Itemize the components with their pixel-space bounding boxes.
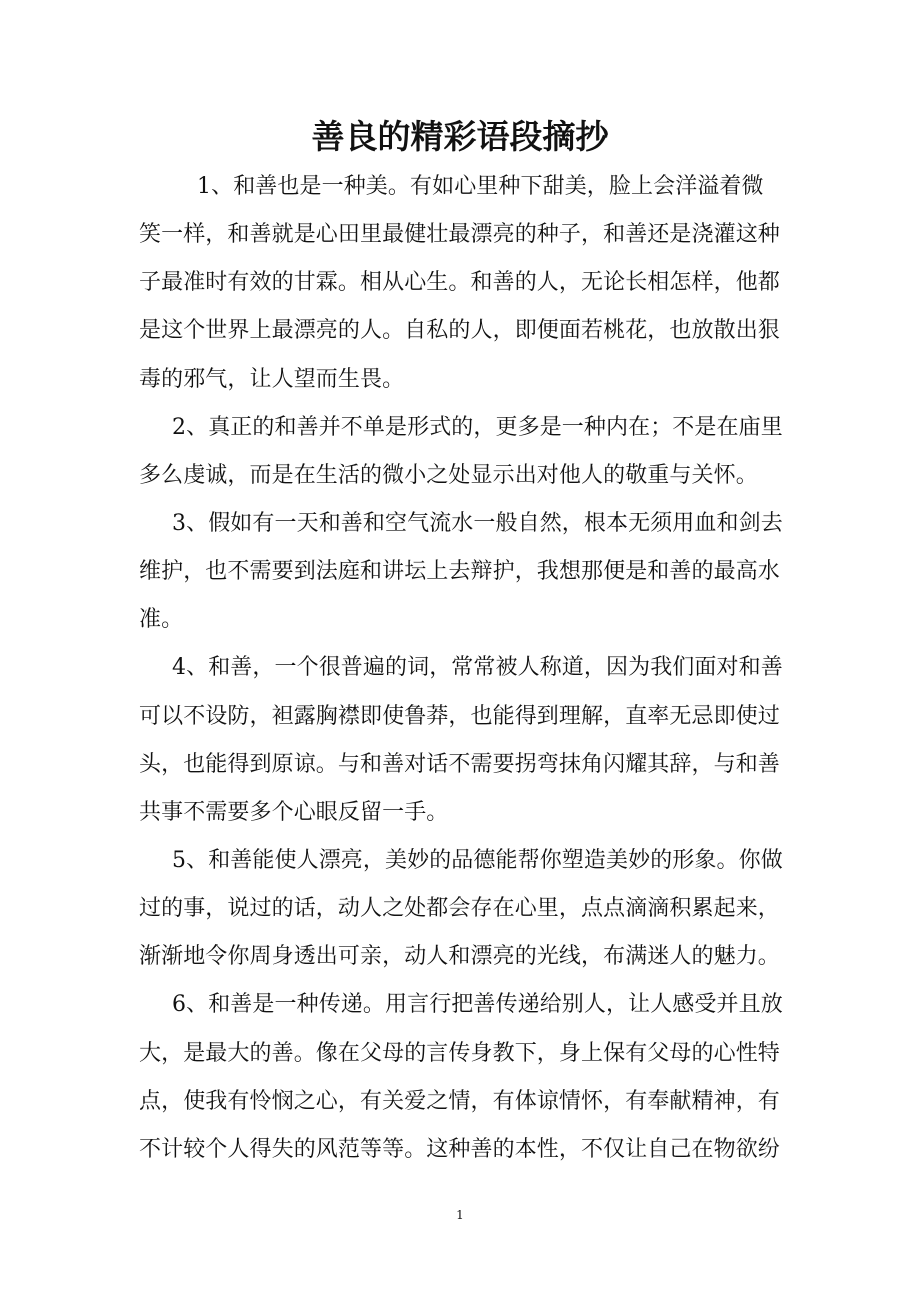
text-line: 5、和善能使人漂亮，美妙的品德能帮你塑造美妙的形象。你做 (172, 847, 783, 873)
text-line: 多么虔诚，而是在生活的微小之处显示出对他人的敬重与关怀。 (139, 462, 758, 488)
text-line: 点，使我有怜悯之心，有关爱之情，有体谅情怀，有奉献精神，有 (139, 1088, 780, 1114)
paragraph-5 (139, 837, 789, 981)
text-line: 3、假如有一天和善和空气流水一般自然，根本无须用血和剑去 (172, 510, 783, 536)
text-line: 2、真正的和善并不单是形式的，更多是一种内在；不是在庙里 (172, 414, 783, 440)
document-body (139, 163, 789, 1174)
text-line: 大，是最大的善。像在父母的言传身教下，身上保有父母的心性特 (139, 1040, 780, 1066)
text-line: 是这个世界上最漂亮的人。自私的人，即便面若桃花，也放散出狠 (139, 318, 780, 344)
text-line: 笑一样，和善就是心田里最健壮最漂亮的种子，和善还是浇灌这种 (139, 222, 780, 248)
text-line: 1、和善也是一种美。有如心里种下甜美，脸上会洋溢着微 (197, 174, 764, 199)
text-line: 毒的邪气，让人望而生畏。 (139, 366, 405, 392)
paragraph-1 (139, 163, 789, 404)
text-line: 可以不设防，袒露胸襟即使鲁莽，也能得到理解，直率无忌即使过 (139, 703, 780, 729)
text-line: 头，也能得到原谅。与和善对话不需要拐弯抹角闪耀其辞，与和善 (139, 751, 780, 777)
paragraph-3 (139, 500, 789, 644)
text-line: 4、和善，一个很普遍的词，常常被人称道，因为我们面对和善 (172, 655, 783, 681)
paragraph-2 (139, 404, 789, 500)
text-line: 准。 (139, 607, 184, 633)
paragraph-4 (139, 644, 789, 837)
text-line: 不计较个人得失的风范等等。这种善的本性，不仅让自己在物欲纷 (139, 1136, 780, 1162)
document-title: 善良的精彩语段摘抄 (311, 117, 609, 156)
page-number: 1 (456, 1208, 464, 1222)
text-line: 子最准时有效的甘霖。相从心生。和善的人，无论长相怎样，他都 (139, 270, 780, 296)
text-line: 渐渐地令你周身透出可亲，动人和漂亮的光线，布满迷人的魅力。 (139, 944, 780, 970)
text-line: 共事不需要多个心眼反留一手。 (139, 799, 449, 825)
paragraph-6 (139, 981, 789, 1174)
text-line: 过的事，说过的话，动人之处都会存在心里，点点滴滴积累起来， (139, 896, 780, 922)
text-line: 6、和善是一种传递。用言行把善传递给别人，让人感受并且放 (172, 992, 783, 1018)
text-line: 维护，也不需要到法庭和讲坛上去辩护，我想那便是和善的最高水 (139, 559, 780, 585)
